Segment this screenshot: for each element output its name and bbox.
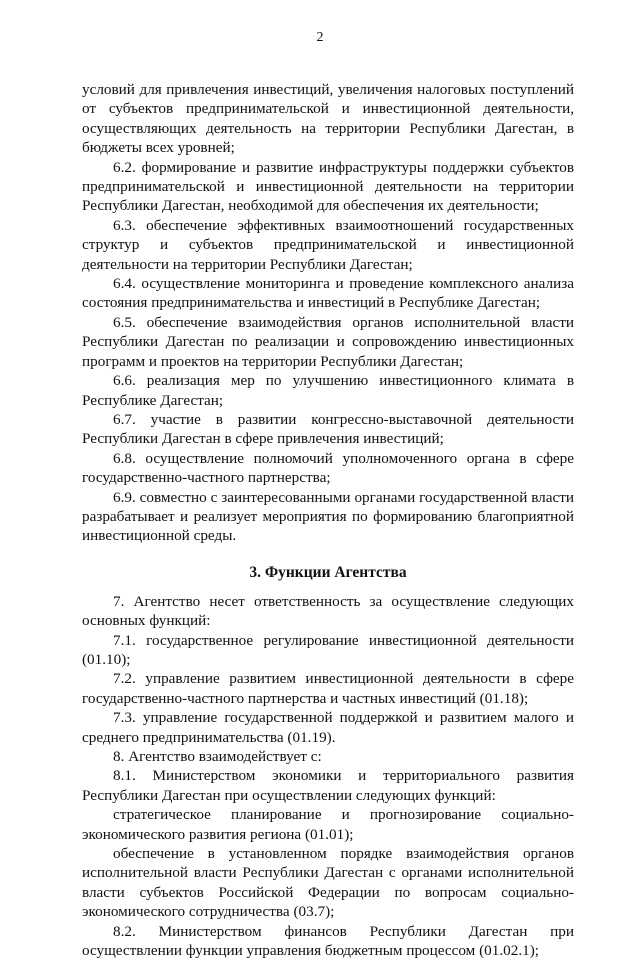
- paragraph: 8.2. Министерством финансов Республики Дагестан при осуществлении функции управления бюджетным процессом (01.02.1);: [82, 922, 574, 960]
- paragraph: 6.5. обеспечение взаимодействия органов исполнительной власти Республики Дагестан по реализации и сопровождению инвестиционных программ и проектов на территории Республики Дагестан;: [82, 313, 574, 370]
- paragraph: 6.6. реализация мер по улучшению инвестиционного климата в Республике Дагестан;: [82, 372, 574, 409]
- paragraph: 8. Агентство взаимодействует с:: [113, 748, 322, 765]
- paragraph: стратегическое планирование и прогнозирование социально-экономического развития региона (01.01);: [82, 806, 574, 843]
- paragraph: 7.2. управление развитием инвестиционной деятельности в сфере государственно-частного партнерства и частных инвестиций (01.18);: [82, 670, 574, 707]
- paragraph: 6.4. осуществление мониторинга и проведение комплексного анализа состояния предпринимательства и инвестиций в Республике Дагестан;: [82, 275, 574, 312]
- paragraph: 6.9. совместно с заинтересованными органами государственной власти разрабатывает и реализует мероприятия по формированию благоприятной инвестиционной среды.: [82, 488, 574, 545]
- paragraph: 7.3. управление государственной поддержкой и развитием малого и среднего предпринимательства (01.19).: [82, 709, 574, 746]
- paragraph: 6.8. осуществление полномочий уполномоченного органа в сфере государственно-частного партнерства;: [82, 449, 574, 487]
- section-heading: 3. Функции Агентства: [249, 563, 407, 581]
- page-number: 2: [316, 30, 324, 45]
- document-body: [82, 80, 574, 960]
- section-2-continuation: [82, 80, 574, 546]
- paragraph: 7.1. государственное регулирование инвестиционной деятельности (01.10);: [82, 631, 574, 668]
- paragraph: 6.7. участие в развитии конгрессно-выставочной деятельности Республики Дагестан в сфере привлечения инвестиций;: [82, 410, 574, 448]
- paragraph: обеспечение в установленном порядке взаимодействия органов исполнительной власти Республики Дагестан с органами исполнительной власти субъектов Российской Федерации по вопросам социально-экономического сотрудничества (03.7);: [82, 845, 574, 921]
- paragraph: 6.3. обеспечение эффективных взаимоотношений государственных структур и субъектов предпринимательской и инвестиционной деятельности на территории Республики Дагестан;: [82, 216, 574, 273]
- paragraph: 8.1. Министерством экономики и территориального развития Республики Дагестан при осуществлении следующих функций:: [82, 767, 574, 804]
- paragraph: условий для привлечения инвестиций, увеличения налоговых поступлений от субъектов предпринимательской и инвестиционной деятельности, осуществляющих деятельность на территории Республики Дагестан, в бюджеты всех уровней;: [82, 81, 574, 157]
- paragraph: 6.2. формирование и развитие инфраструктуры поддержки субъектов предпринимательской и инвестиционной деятельности на территории Республики Дагестан, необходимой для обеспечения их деятельности;: [82, 158, 574, 215]
- paragraph: 7. Агентство несет ответственность за осуществление следующих основных функций:: [82, 592, 574, 630]
